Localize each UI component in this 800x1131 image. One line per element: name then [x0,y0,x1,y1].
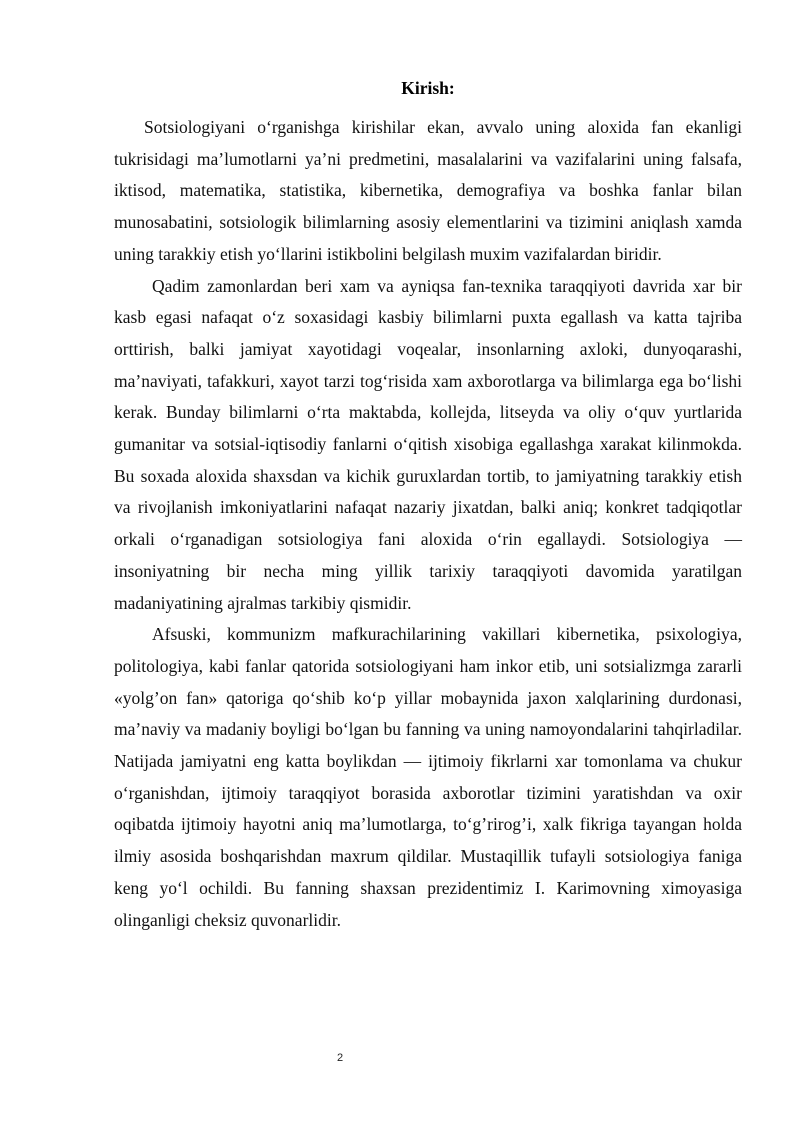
paragraph-2: Qadim zamonlardan beri xam va ayniqsa fan-texnika taraqqiyoti davrida xar bir kasb egasi nafaqat o‘z soxasidagi kasbiy bilimlarni puxta egallash va katta tajriba orttirish, balki jamiyat xayotidagi voqealar, insonlarning axloki, dunyoqarashi, ma’naviyati, tafakkuri, xayot tarzi tog‘risida xam axborotlarga va bilimlarga ega bo‘lishi kerak. Bunday bilimlarni o‘rta maktabda, kollejda, litseyda va oliy o‘quv yurtlarida gumanitar va sotsial-iqtisodiy fanlarni o‘qitish xisobiga egallashga xarakat kilinmokda. Bu soxada aloxida shaxsdan va kichik guruxlardan tortib, to jamiyatning tarakkiy etish va rivojlanish imkoniyatlarini nafaqat nazariy jixatdan, balki aniq; konkret tadqiqotlar orkali o‘rganadigan sotsiologiya fani aloxida o‘rin egallaydi. Sotsiologiya — insoniyatning bir necha ming yillik tarixiy taraqqiyoti davomida yaratilgan madaniyatining ajralmas tarkibiy qismidir. [114,275,742,613]
document-body [114,112,742,936]
paragraph-3: Afsuski, kommunizm mafkurachilarining vakillari kibernetika, psixologiya, politologiya, kabi fanlar qatorida sotsiologiyani ham inkor etib, uni sotsializmga zararli «yolg’on fan» qatoriga qo‘shib ko‘p yillar mobaynida jaxon xalqlarining durdonasi, ma’naviy va madaniy boyligi bo‘lgan bu fanning va uning namoyondalarini tahqirladilar. Natijada jamiyatni eng katta boylikdan — ijtimoiy fikrlarni xar tomonlama va chukur o‘rganishdan, ijtimoiy taraqqiyot borasida axborotlar tizimini yaratishdan va oxir oqibatda ijtimoiy hayotni aniq ma’lumotlarga, to‘g’rirog’i, xalk fikriga tayangan holda ilmiy asosida boshqarishdan maxrum qildilar. Mustaqillik tufayli sotsiologiya faniga keng yo‘l ochildi. Bu fanning shaxsan prezidentimiz I. Karimovning ximoyasiga olinganligi cheksiz quvonarlidir. [114,624,742,930]
page-number: 2 [336,1052,344,1064]
page-title: Kirish: [401,78,455,98]
paragraph-1: Sotsiologiyani o‘rganishga kirishilar ekan, avvalo uning aloxida fan ekanligi tukrisidagi ma’lumotlarni ya’ni predmetini, masalalarini va vazifalarini uning falsafa, iktisod, matematika, statistika, kibernetika, demografiya va boshka fanlar bilan munosabatini, sotsiologik bilimlarning asosiy elementlarini va tizimini aniqlash xamda uning tarakkiy etish yo‘llarini istikbolini belgilash muxim vazifalardan biridir. [114,117,742,264]
